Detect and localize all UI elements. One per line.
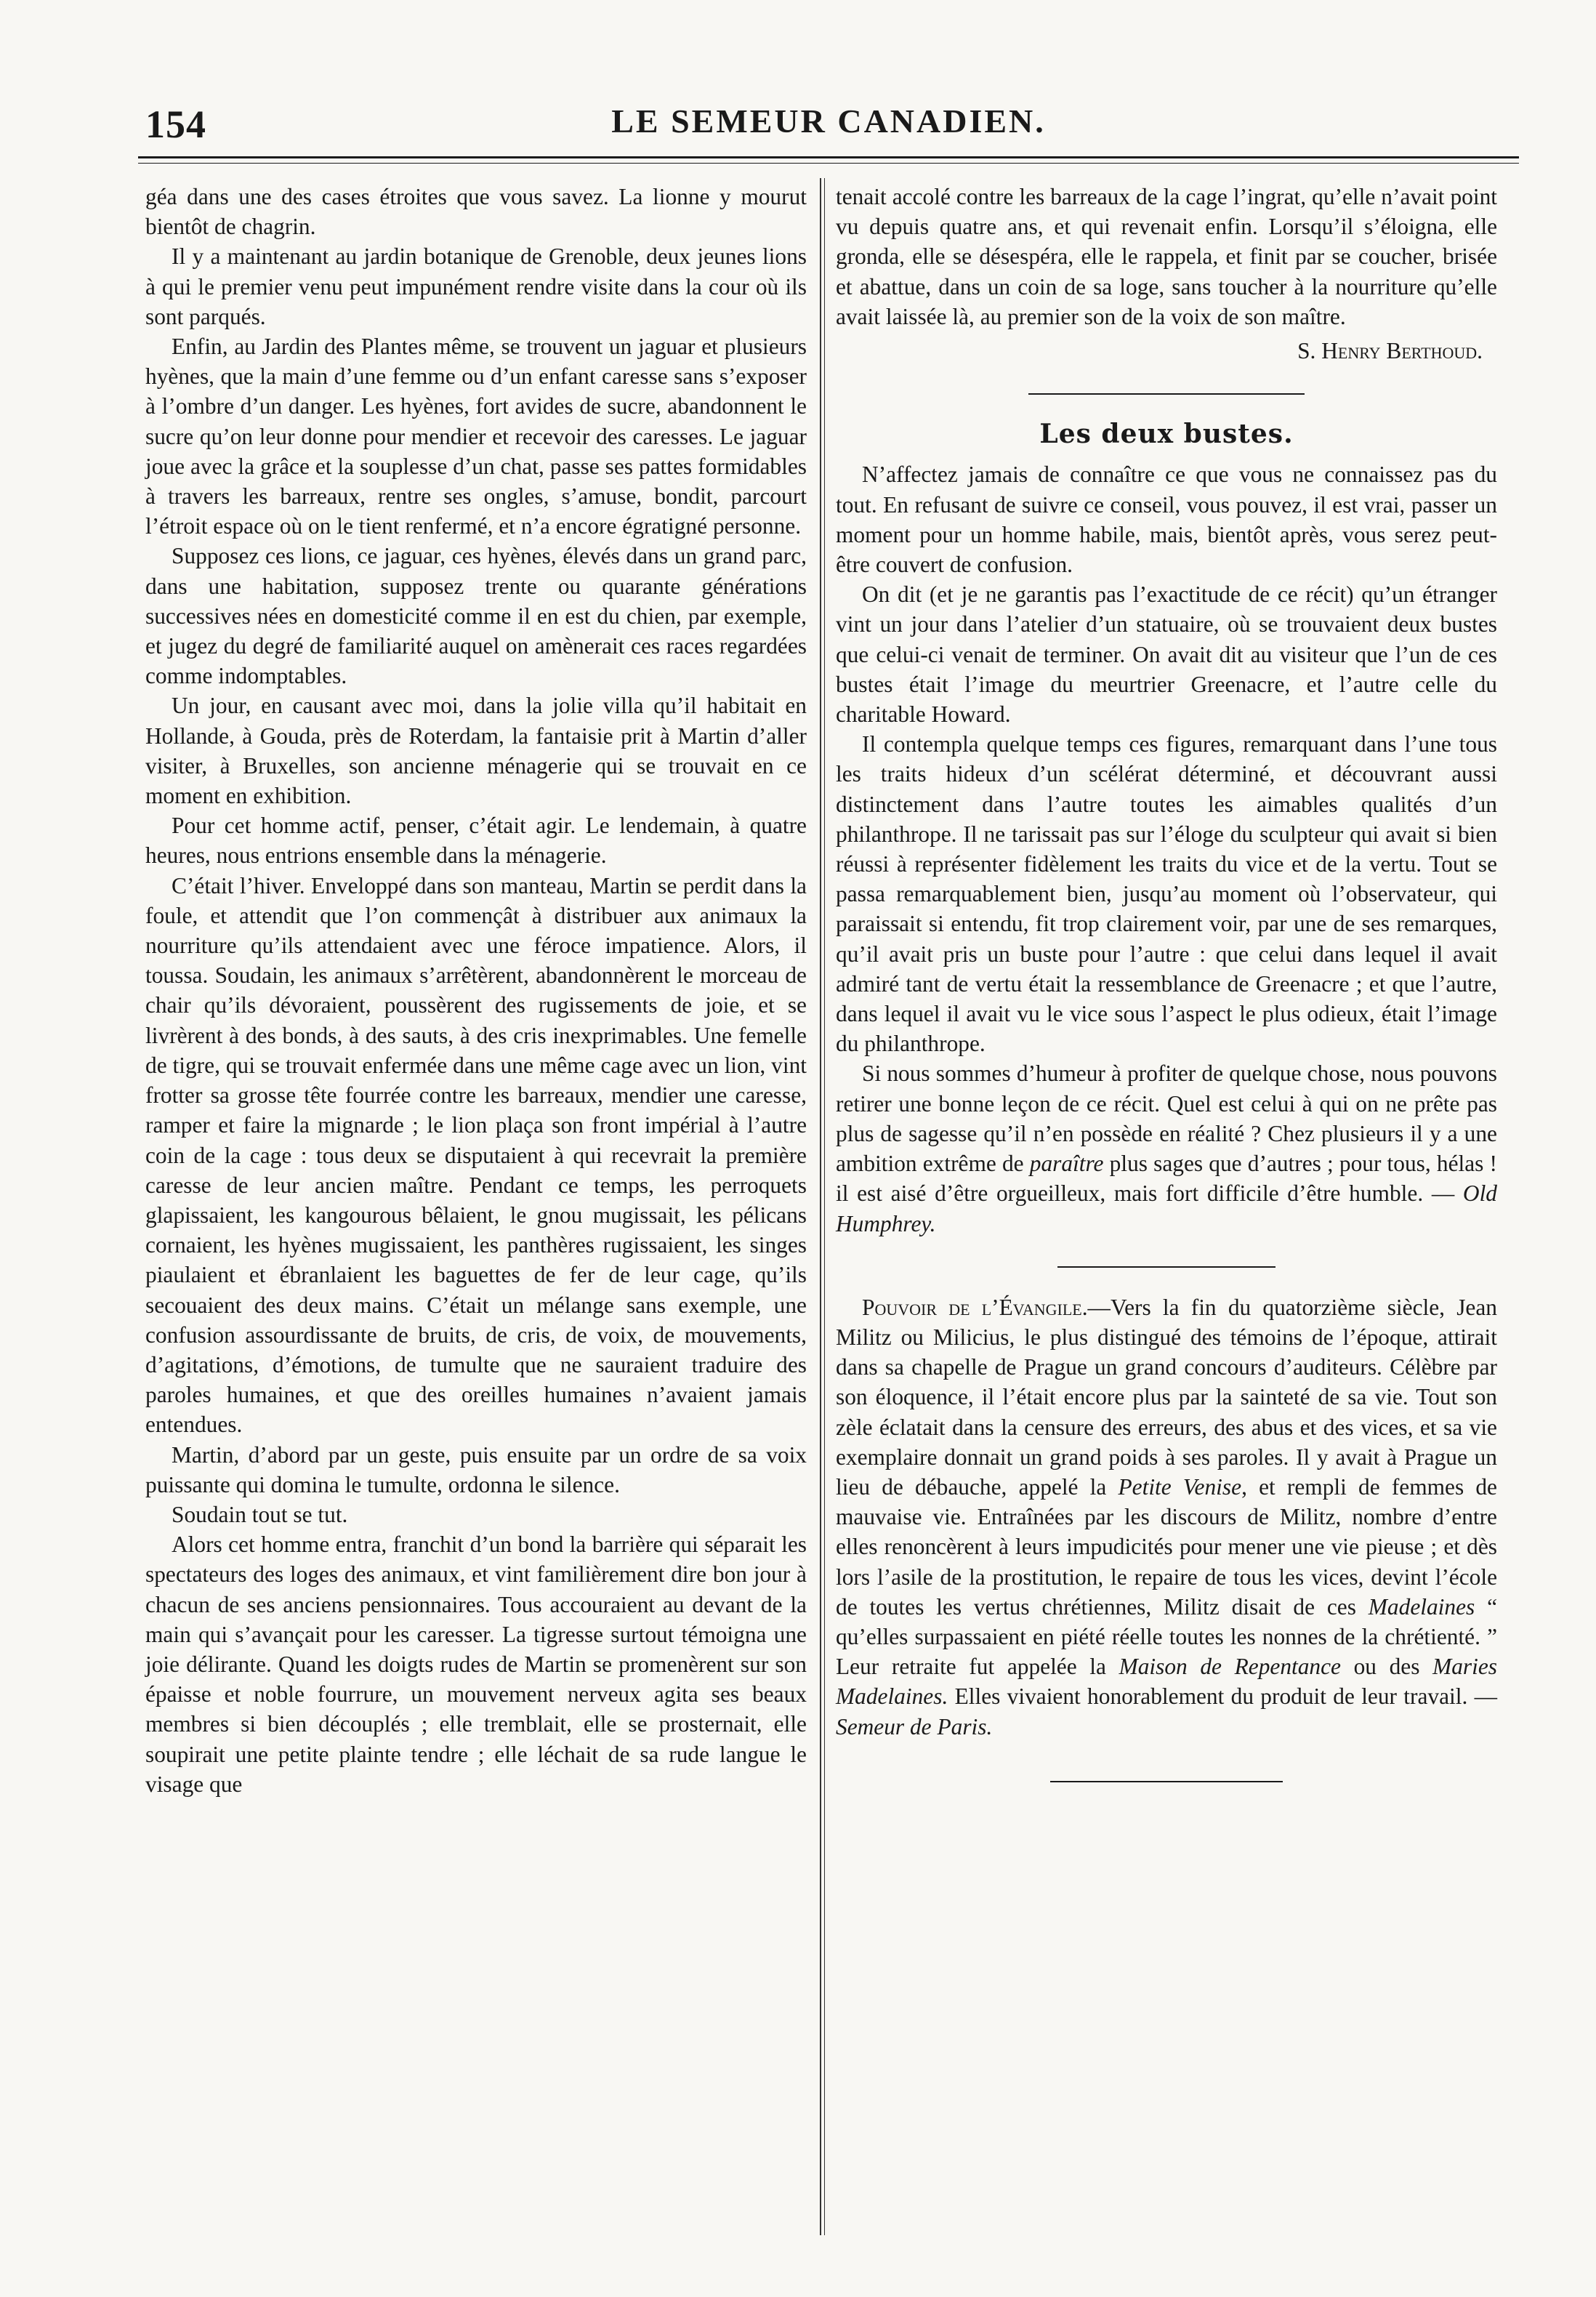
author-signature: S. Henry Berthoud. — [1297, 338, 1483, 364]
paragraph: Il contempla quelque temps ces figures, remarquant dans l’une tous les traits hideux d’un scélérat déterminé, et découvrant aussi distinctement dans l’autre toutes les aimables qualités d’un philanthrope. Il ne tarissait pas sur l’éloge du sculpteur qui avait si bien réussi à représenter fidèlement les traits du vice et de la vertu. Tout se passa remarquablement bien, jusqu’au moment où l’observateur, qui paraissait si entendu, fit trop clairement voir, par une de ses remarques, qu’il avait pris un buste pour l’autre : que celui dans lequel il avait admiré tant de vertu était la ressemblance de Greenacre ; et que l’autre, dans lequel il avait vu le vice sous l’aspect le plus odieux, était l’image du philanthrope. — [836, 731, 1497, 1057]
paragraph: Supposez ces lions, ce jaguar, ces hyènes, élevés dans un grand parc, dans une habitation, supposez trente ou quarante générations successives nées en domesticité comme il en est du chien, par exemple, et jugez du degré de familiarité auquel on amènerait ces races regardées comme indomptables. — [145, 543, 807, 689]
text-run: Si nous sommes d’humeur à profiter de quelque chose, nous pouvons retirer une bonne leçon de ce récit. Quel est celui à qui on ne prête pas plus de sagesse qu’il n’en possède en réalité ? Chez plusieurs il y a une ambition extrême de — [836, 1061, 1497, 1177]
paragraph: Soudain tout se tut. — [172, 1501, 348, 1527]
emphasis: Maries Madelaines. — [836, 1654, 1498, 1710]
page-header — [138, 102, 1519, 160]
separator-rule — [1057, 1266, 1275, 1268]
paragraph: Enfin, au Jardin des Plantes même, se trouvent un jaguar et plusieurs hyènes, que la main d’une femme ou d’un enfant caresse sans s’exposer à l’ombre d’un danger. Les hyènes, fort avides de sucre, abandonnent le sucre qu’on leur donne pour mendier et recevoir des caresses. Le jaguar joue avec la grâce et la souplesse d’un chat, passe ses pattes formidables à travers les barreaux, rentre ses ongles, s’amuse, bondit, parcourt l’étroit espace où on le tient renfermé, et n’a encore égratigné personne. — [145, 334, 807, 539]
left-column — [145, 182, 807, 1799]
source-citation: Semeur de Paris. — [836, 1713, 993, 1739]
text-run: “ qu’elles surpassaient en piété réelle toutes les nonnes de la chrétienté. ” Leur retraite fut appelée la — [836, 1593, 1498, 1680]
emphasis: paraître — [1029, 1151, 1104, 1177]
separator-rule — [1028, 393, 1305, 395]
text-run: ou des — [1341, 1654, 1433, 1680]
text-run: —Vers la fin du quatorzième siècle, Jean Militz ou Milicius, le plus distingué des témoins de l’époque, attirait dans sa chapelle de Prague un grand concours d’auditeurs. Célèbre par son éloquence, il l’était encore plus par la sainteté de sa vie. Tout son zèle éclatait dans la censure des erreurs, des abus et des vices, et sa vie exemplaire donnait un grand poids à ses paroles. Il y avait à Prague un lieu de débauche, appelé la — [836, 1294, 1497, 1500]
paragraph: Un jour, en causant avec moi, dans la jolie villa qu’il habitait en Hollande, à Gouda, près de Roterdam, la fantaisie prit à Martin d’aller visiter, à Bruxelles, son ancienne ménagerie qui se trouvait en ce moment en exhibition. — [145, 693, 807, 809]
article-lead-title: Pouvoir de l’Évangile. — [862, 1294, 1088, 1320]
running-title: LE SEMEUR CANADIEN. — [611, 102, 1046, 140]
page-number: 154 — [145, 102, 206, 146]
paragraph: Martin, d’abord par un geste, puis ensuite par un ordre de sa voix puissante qui domina le tumulte, ordonna le silence. — [145, 1441, 807, 1497]
author-signature: Old Humphrey. — [836, 1180, 1497, 1236]
header-rule — [138, 156, 1519, 158]
text-run: Elles vivaient honorablement du produit de leur travail. — — [948, 1683, 1497, 1710]
header-rule-thin — [138, 163, 1519, 164]
paragraph: géa dans une des cases étroites que vous savez. La lionne y mourut bientôt de chagrin. — [145, 184, 807, 240]
paragraph — [836, 1292, 1497, 1742]
right-column — [836, 182, 1497, 1807]
paragraph: tenait accolé contre les barreaux de la cage l’ingrat, qu’elle n’avait point vu depuis quatre ans, et qui revenait enfin. Lorsqu’il s’éloigna, elle gronda, elle se désespéra, elle le rappela, et finit par se coucher, brisée et abattue, dans un coin de sa loge, sans toucher à la nourriture qu’elle avait laissée là, au premier son de la voix de son maître. — [836, 184, 1497, 329]
paragraph — [836, 1058, 1497, 1238]
emphasis: Maison de Repentance — [1119, 1654, 1341, 1680]
emphasis: Madelaines — [1368, 1593, 1475, 1620]
text-run: plus sages que d’autres ; pour tous, hélas ! il est aisé d’être orgueilleux, mais fort difficile d’être humble. — — [836, 1151, 1497, 1207]
column-divider — [820, 178, 821, 2235]
paragraph: On dit (et je ne garantis pas l’exactitude de ce récit) qu’un étranger vint un jour dans l’atelier d’un statuaire, où se trouvaient deux bustes que celui-ci venait de terminer. On avait dit au visiteur que l’un de ces bustes était l’image du meurtrier Greenacre, et l’autre celle du charitable Howard. — [836, 582, 1497, 728]
paragraph: C’était l’hiver. Enveloppé dans son manteau, Martin se perdit dans la foule, et attendit que l’on commençât à distribuer aux animaux la nourriture qu’ils attendaient avec une féroce impatience. Alors, il toussa. Soudain, les animaux s’arrêtèrent, abandonnèrent le morceau de chair qu’ils dévoraient, poussèrent des rugissements de joie, et se livrèrent à des bonds, à des sauts, à des cris inexprimables. Une femelle de tigre, qui se trouvait enfermée dans une même cage avec un lion, vint frotter sa grosse tête fourrée contre les barreaux, mendier une caresse, ramper et faire la mignarde ; le lion plaça son front impérial à l’autre coin de la cage : tous deux se disputaient à qui recevrait la première caresse de leur ancien maître. Pendant ce temps, les perroquets glapissaient, les kangourous bêlaient, le gnou mugissait, les pélicans cornaient, les hyènes mugissaient, les panthères rugissaient, les singes piaulaient et ébranlaient les baguettes de fer de leur cage, qu’ils secouaient des deux mains. C’était un mélange sans exemple, une confusion assourdissante de bruits, de cris, de voix, de mouvements, d’agitations, d’émotions, de tumulte que ne sauraient traduire des paroles humaines, et que des oreilles humaines n’avaient jamais entendues. — [145, 872, 807, 1438]
paragraph: Alors cet homme entra, franchit d’un bond la barrière qui séparait les spectateurs des loges des animaux, et vint familièrement dire bon jour à chacun de ses anciens pensionnaires. Tous accouraient au devant de la main qui s’avançait pour les caresser. La tigresse surtout témoigna une joie délirante. Quand les doigts rudes de Martin se promenèrent sur son épaisse et noble fourrure, un mouvement nerveux agita ses beaux membres si bien découplés ; elle tremblait, elle se prosternait, elle soupirait une petite plainte tendre ; elle léchait de sa rude langue le visage que — [145, 1532, 807, 1797]
paragraph: Il y a maintenant au jardin botanique de Grenoble, deux jeunes lions à qui le premier venu peut impunément rendre visite dans la cour où ils sont parqués. — [145, 244, 807, 329]
emphasis: Petite Venise — [1118, 1473, 1242, 1500]
paragraph: Pour cet homme actif, penser, c’était agir. Le lendemain, à quatre heures, nous entrions ensemble dans la ménagerie. — [145, 813, 807, 869]
column-divider-thin — [824, 178, 825, 2235]
text-run: , et rempli de femmes de mauvaise vie. Entraînées par les discours de Militz, nombre d’entre elles renoncèrent à leurs impudicités pour mener une vie pieuse ; et dès lors l’asile de la prostitution, le repaire de tous les vices, devint l’école de toutes les vertus chrétiennes, Militz disait de ces — [836, 1473, 1497, 1620]
paragraph: N’affectez jamais de connaître ce que vous ne connaissez pas du tout. En refusant de suivre ce conseil, vous pouvez, il est vrai, passer un moment pour un homme habile, mais, bientôt après, vous serez peut-être couvert de confusion. — [836, 462, 1497, 578]
article-heading: Les deux bustes. — [1039, 419, 1294, 450]
separator-rule — [1050, 1781, 1283, 1782]
